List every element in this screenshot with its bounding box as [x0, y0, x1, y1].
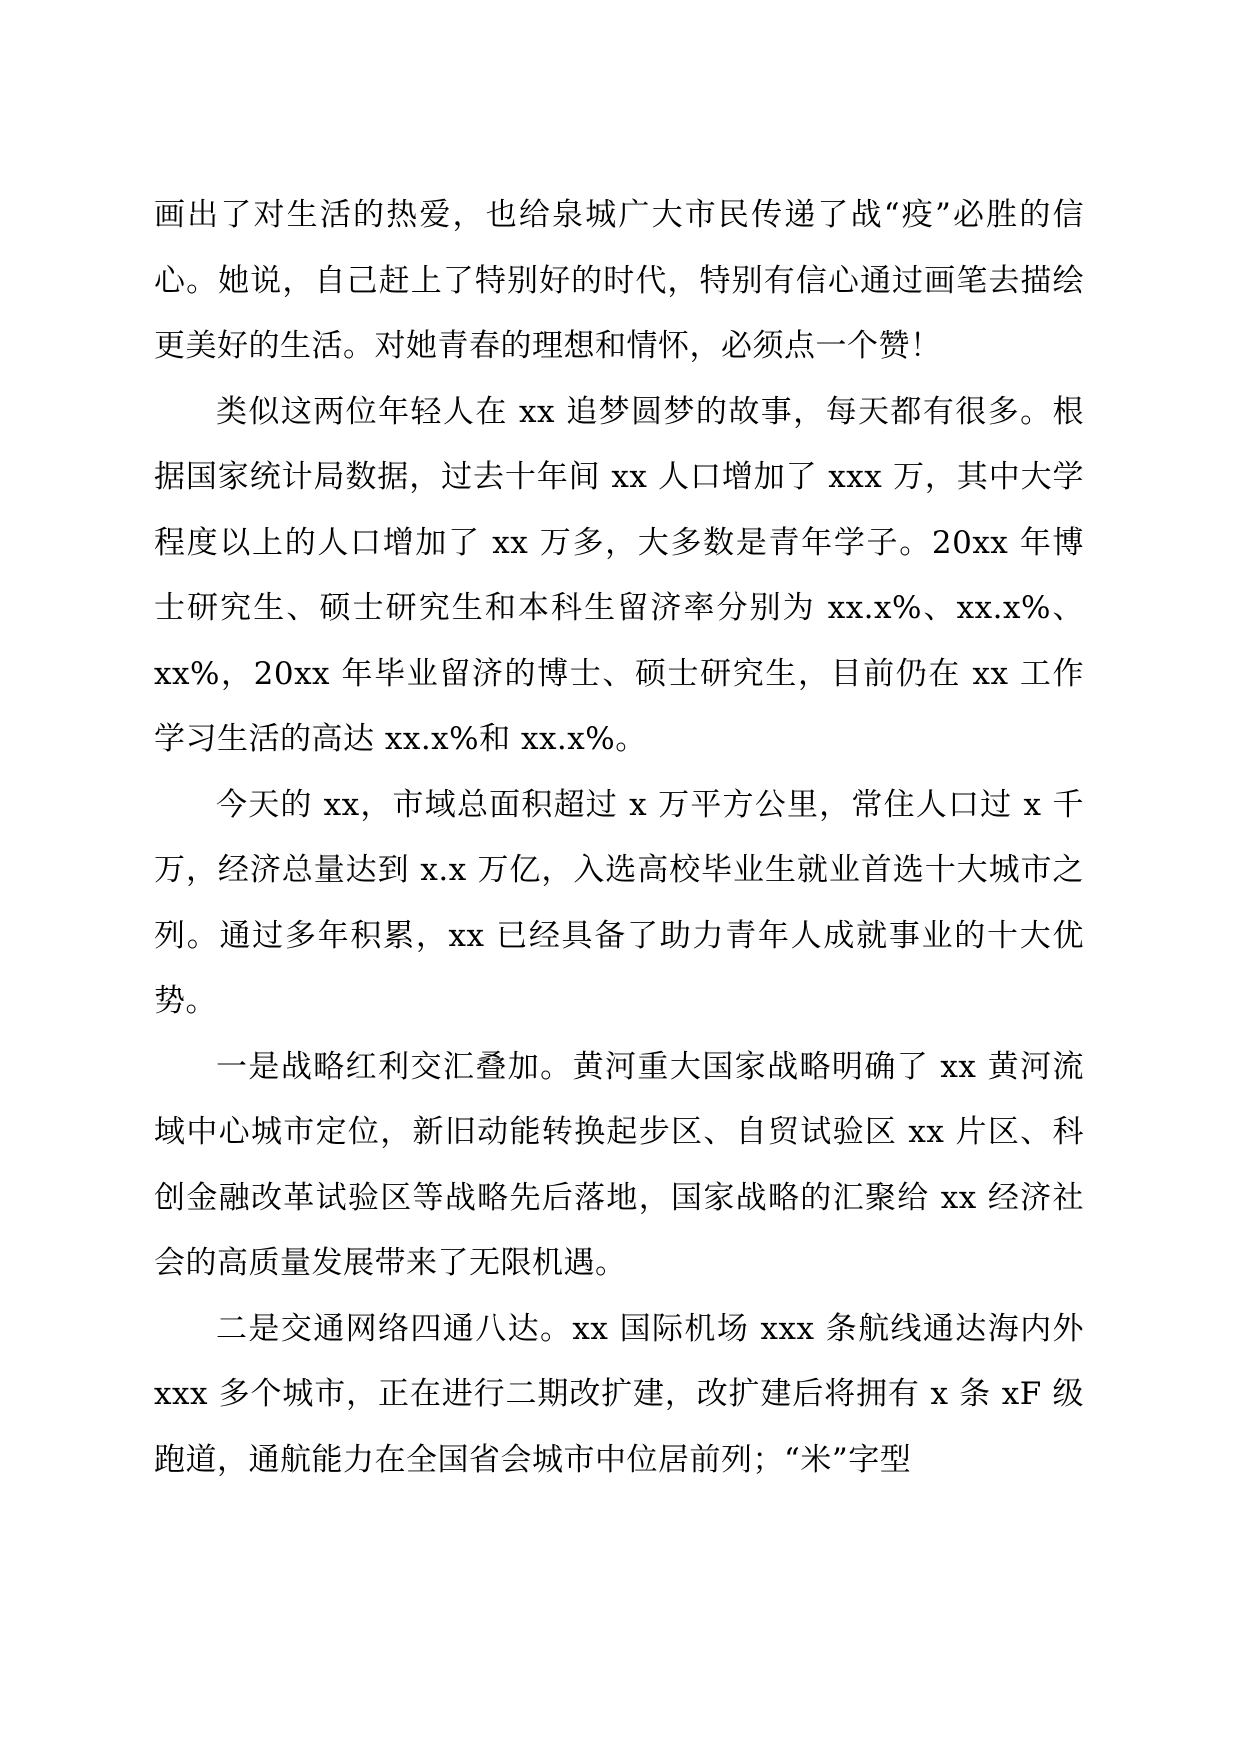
paragraph-4: 一是战略红利交汇叠加。黄河重大国家战略明确了 xx 黄河流域中心城市定位，新旧动能转换起步区、自贸试验区 xx 片区、科创金融改革试验区等战略先后落地，国家战略的汇聚给 xx 经济社会的高质量发展带来了无限机遇。 [154, 1048, 1084, 1281]
paragraph-2: 类似这两位年轻人在 xx 追梦圆梦的故事，每天都有很多。根据国家统计局数据，过去十年间 xx 人口增加了 xxx 万，其中大学程度以上的人口增加了 xx 万多，大多数是青年学子。20xx 年博士研究生、硕士研究生和本科生留济率分别为 xx.x%、xx.x%、xx%，20xx 年毕业留济的博士、硕士研究生，目前仍在 xx 工作学习生活的高达 xx.x%和 xx.x%。 [154, 393, 1084, 757]
paragraph-3: 今天的 xx，市域总面积超过 x 万平方公里，常住人口过 x 千万，经济总量达到 x.x 万亿，入选高校毕业生就业首选十大城市之列。通过多年积累，xx 已经具备了助力青年人成就事业的十大优势。 [154, 786, 1084, 1019]
paragraph-1: 画出了对生活的热爱，也给泉城广大市民传递了战“疫”必胜的信心。她说，自己赶上了特别好的时代，特别有信心通过画笔去描绘更美好的生活。对她青春的理想和情怀，必须点一个赞！ [154, 197, 1084, 364]
paragraph-5: 二是交通网络四通八达。xx 国际机场 xxx 条航线通达海内外 xxx 多个城市，正在进行二期改扩建，改扩建后将拥有 x 条 xF 级跑道，通航能力在全国省会城市中位居前列；“米”字型 [154, 1310, 1084, 1478]
document-body [154, 183, 1084, 1493]
